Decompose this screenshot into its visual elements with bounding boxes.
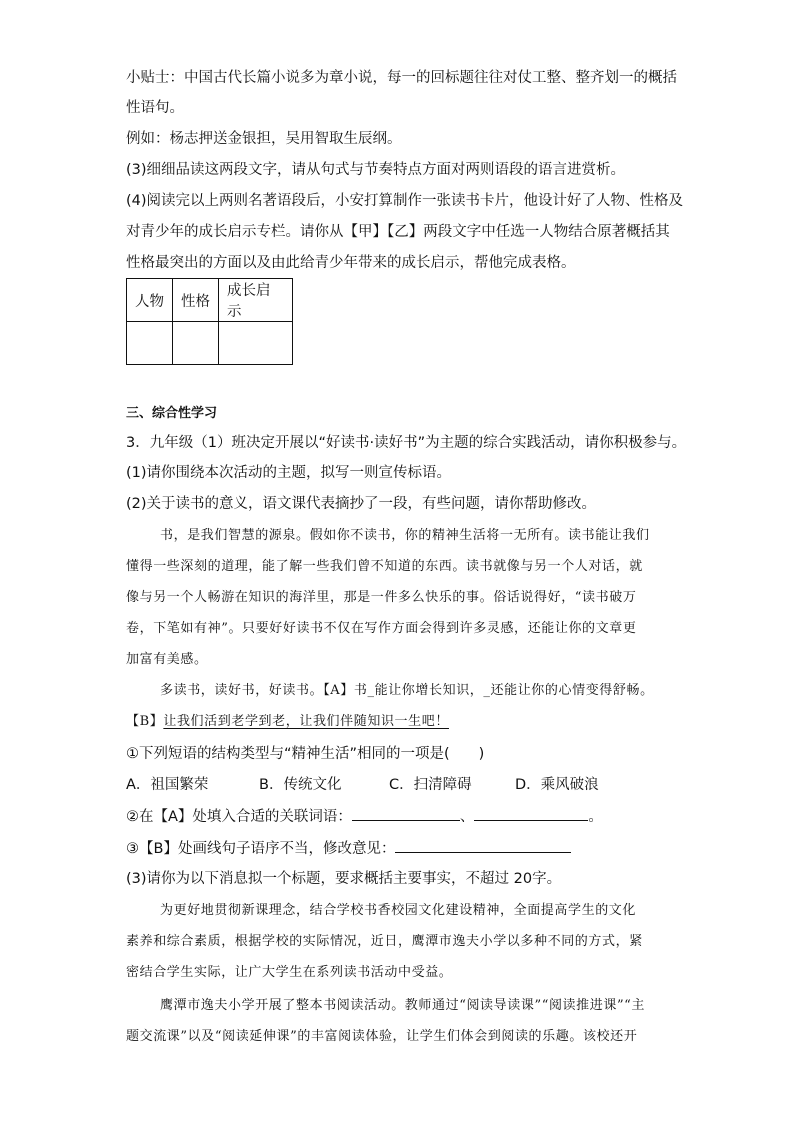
tip-line-2: 性语句。 <box>126 100 184 116</box>
news-line: 题交流课”以及“阅读延伸课”的丰富阅读体验，让学生们体会到阅读的乐趣。该校还开 <box>126 1029 638 1044</box>
question-3-4-line-2: 对青少年的成长启示专栏。请你从【甲】【乙】两段文字中任选一人物结合原著概括其 <box>126 224 670 240</box>
table-header-row <box>127 279 293 322</box>
table-header-cell: 成长启示 <box>219 279 293 322</box>
option-b[interactable]: B．传统文化 <box>259 777 342 793</box>
question-3-3: (3)细细品读这两段文字，请从句式与节奏特点方面对两则语段的语言进赏析。 <box>126 162 626 178</box>
separator: 、 <box>459 809 475 825</box>
table-header-cell: 人物 <box>127 279 173 322</box>
reading-card-table <box>126 278 293 365</box>
answer-blank-2[interactable] <box>474 806 588 821</box>
news-line: 密结合学生实际，让广大学生在系列读书活动中受益。 <box>126 965 453 980</box>
option-a[interactable]: A．祖国繁荣 <box>126 777 209 793</box>
table-cell-input[interactable] <box>127 322 173 365</box>
sub-question-1: ①下列短语的结构类型与“精神生活”相同的一项是( ) <box>126 746 485 762</box>
sub-question-2 <box>126 806 603 827</box>
tip-line-1: 小贴士：中国古代长篇小说多为章小说，每一的回标题往往对仗工整、整齐划一的概括 <box>126 70 677 86</box>
news-line: 为更好地贯彻新课理念，结合学校书香校园文化建设精神，全面提高学生的文化 <box>160 903 637 918</box>
option-d[interactable]: D．乘风破浪 <box>515 777 599 793</box>
passage-line: 书，是我们智慧的源泉。假如你不读书，你的精神生活将一无所有。读书能让我们 <box>160 528 650 543</box>
passage-line: 懂得一些深刻的道理，能了解一些我们曾不知道的东西。读书就像与另一个人对话，就 <box>126 559 643 574</box>
sub-question-2-stem: ②在【A】处填入合适的关联词语： <box>126 809 352 825</box>
question-3-intro: 3．九年级（1）班决定开展以“好读书·读好书”为主题的综合实践活动，请你积极参与。 <box>126 435 687 451</box>
question-3-1: (1)请你围绕本次活动的主题，拟写一则宣传标语。 <box>126 465 452 481</box>
table-row <box>127 322 293 365</box>
question-3-4-line-1: (4)阅读完以上两则名著语段后，小安打算制作一张读书卡片，他设计好了人物、性格及 <box>126 193 684 209</box>
tip-example: 例如：杨志押送金银担，吴用智取生辰纲。 <box>126 131 402 147</box>
news-line: 鹰潭市逸夫小学开展了整本书阅读活动。教师通过“阅读导读课”“阅读推进课”“主 <box>160 998 646 1013</box>
section-title: 三、综合性学习 <box>126 406 218 421</box>
sub-question-3-stem: ③【B】处画线句子语序不当，修改意见： <box>126 841 396 857</box>
option-c[interactable]: C．扫清障碍 <box>389 777 472 793</box>
end-mark: 。 <box>588 809 603 825</box>
answer-blank-1[interactable] <box>352 806 460 821</box>
answer-blank-3[interactable] <box>395 838 571 853</box>
news-line: 素养和综合素质，根据学校的实际情况，近日，鹰潭市逸夫小学以多种不同的方式，紧 <box>126 934 643 949</box>
sub-question-3 <box>126 838 571 859</box>
question-3-3-title: (3)请你为以下消息拟一个标题，要求概括主要事实，不超过 20字。 <box>126 871 562 887</box>
passage-line: 多读书，读好书，好读书。【A】书_能让你增长知识，_还能让你的心情变得舒畅。 <box>160 683 654 698</box>
passage-line: 像与另一个人畅游在知识的海洋里，那是一件多么快乐的事。俗话说得好，“读书破万 <box>126 590 637 605</box>
question-3-2: (2)关于读书的意义，语文课代表摘抄了一段，有些问题，请你帮助修改。 <box>126 496 597 512</box>
underlined-sentence: 让我们活到老学到老，让我们伴随知识一生吧！ <box>163 714 449 729</box>
passage-line: 卷，下笔如有神”。只要好好读书不仅在写作方面会得到许多灵感，还能让你的文章更 <box>126 621 637 636</box>
table-cell-input[interactable] <box>219 322 293 365</box>
mark-b: 【B】 <box>126 714 164 729</box>
table-header-cell: 性格 <box>173 279 219 322</box>
question-3-4-line-3: 性格最突出的方面以及由此给青少年带来的成长启示，帮他完成表格。 <box>126 255 576 271</box>
passage-line: 加富有美感。 <box>126 652 208 667</box>
table-cell-input[interactable] <box>173 322 219 365</box>
passage-line-b <box>126 712 449 732</box>
